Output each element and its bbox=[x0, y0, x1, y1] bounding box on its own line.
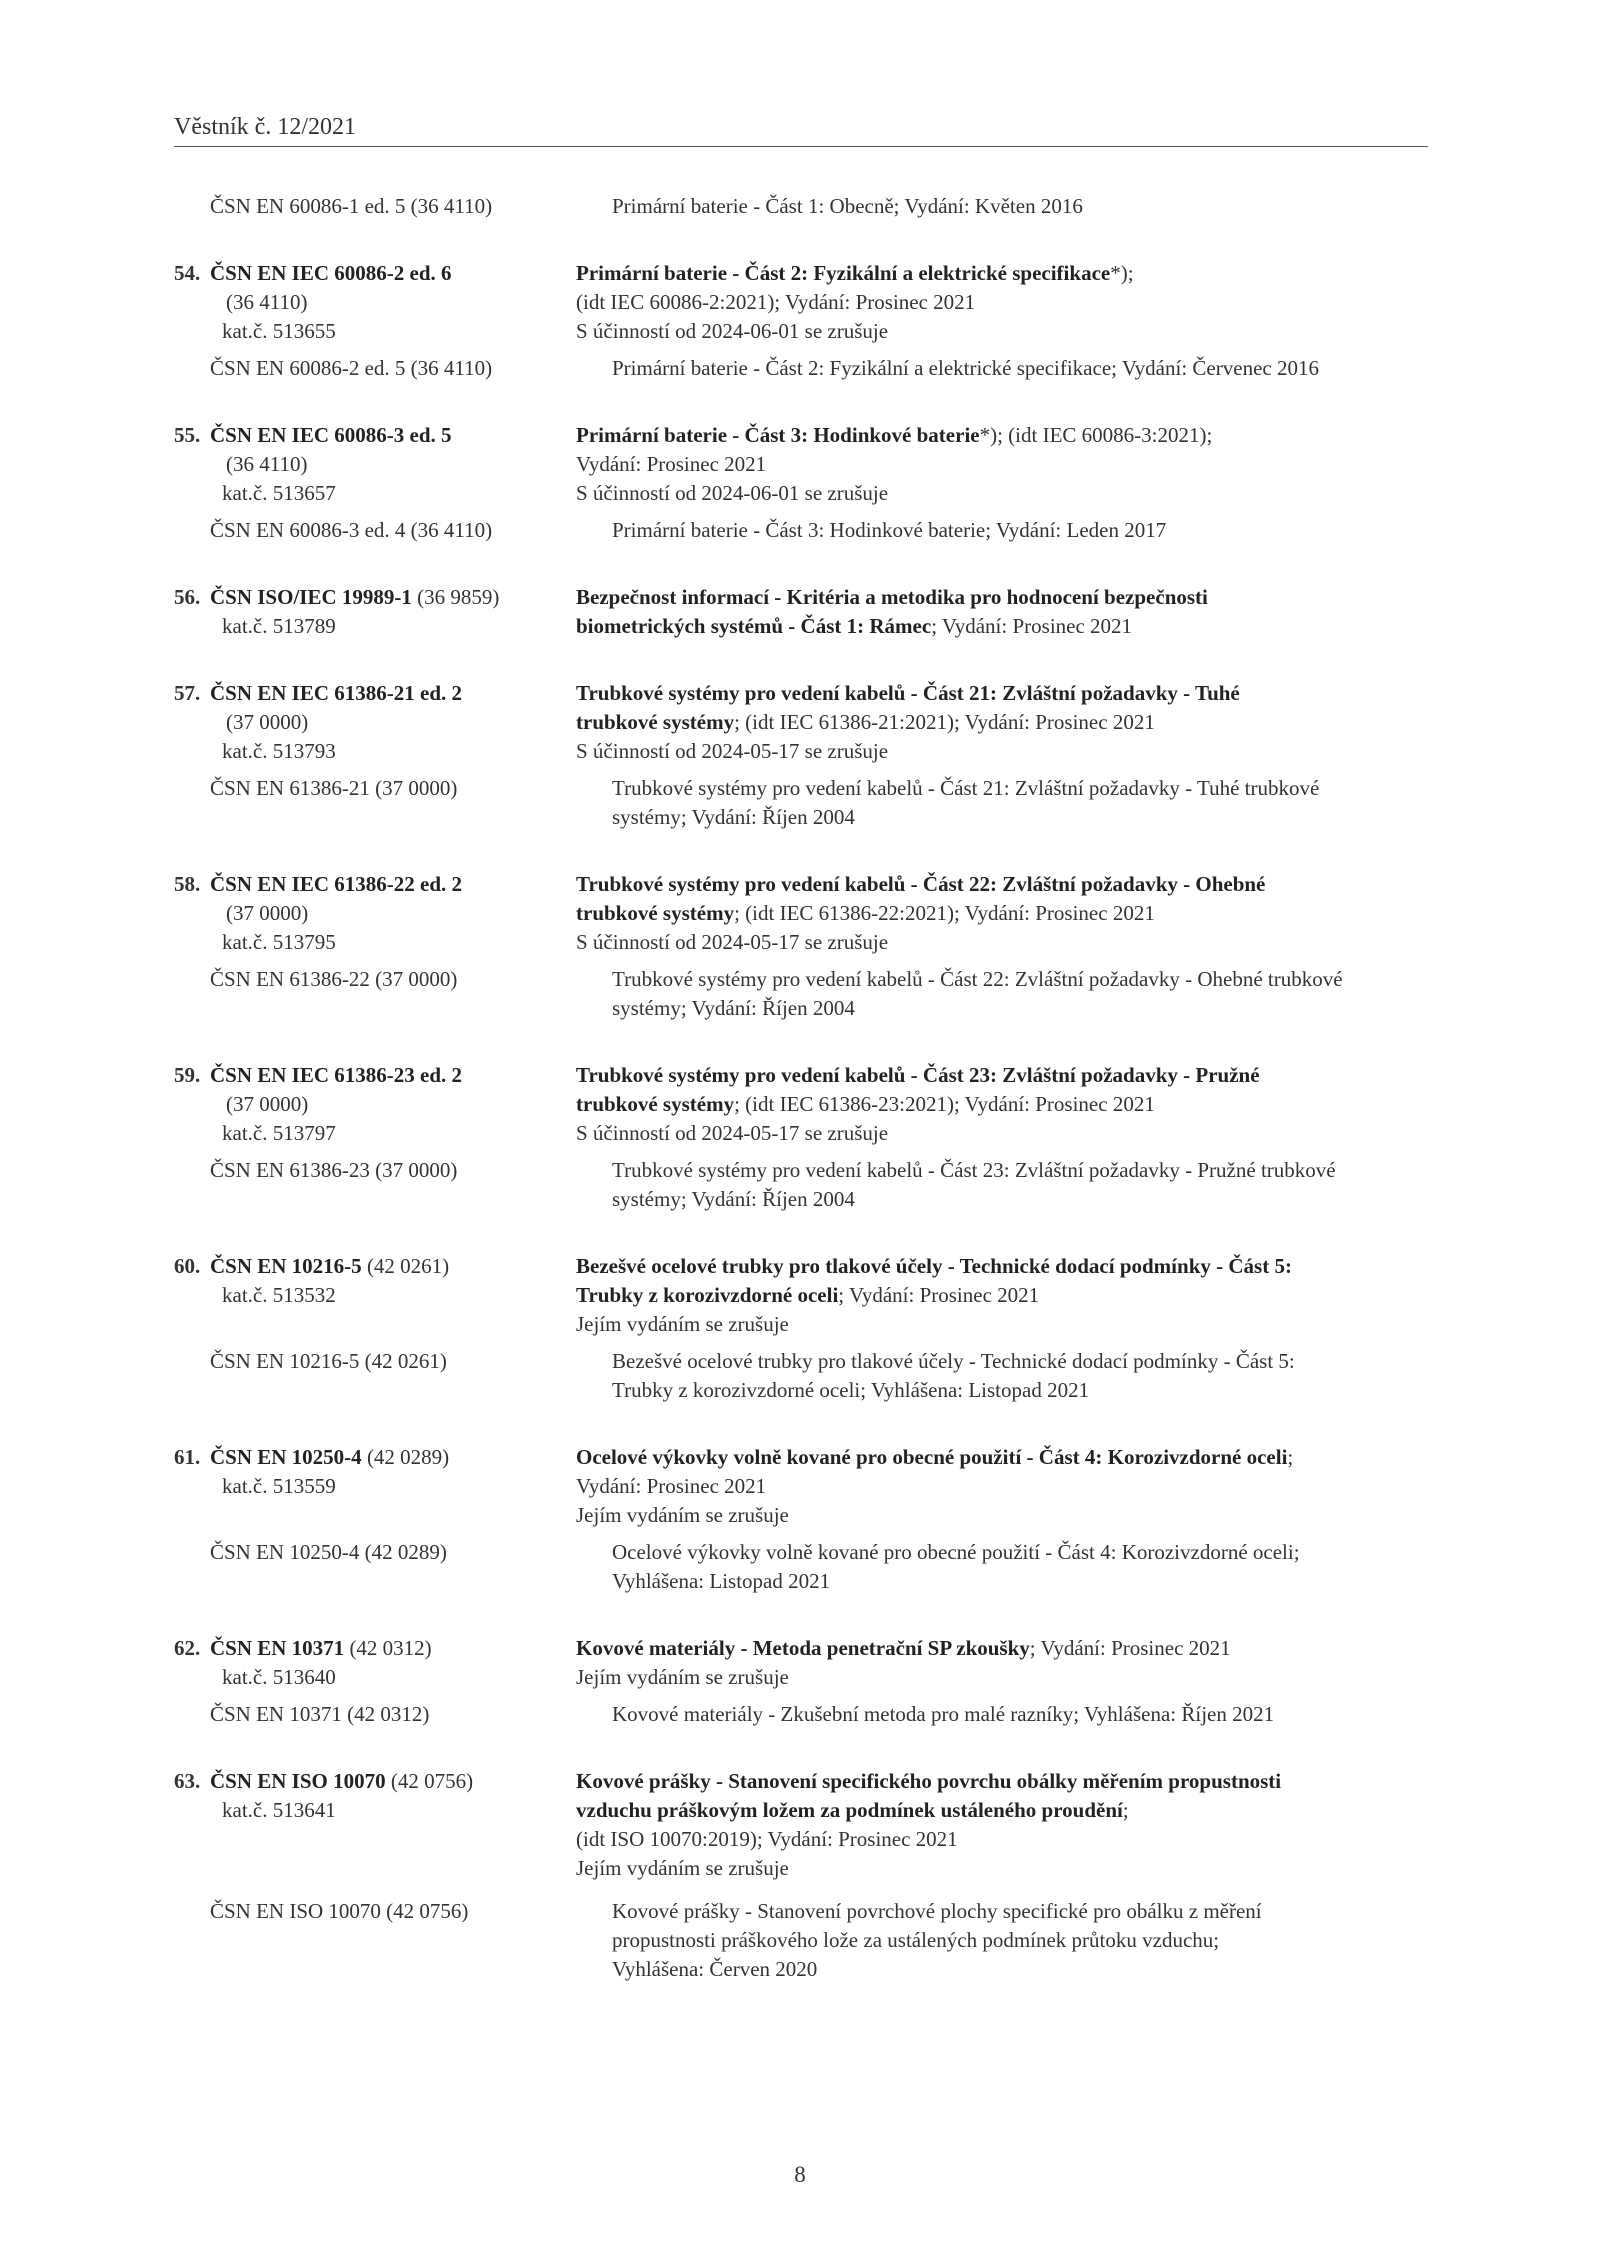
replaced-title-line: Bezešvé ocelové trubky pro tlakové účely - Technické dodací podmínky - Část 5: bbox=[612, 1349, 1295, 1373]
standard-entry bbox=[174, 1443, 1434, 1596]
standard-code-block bbox=[174, 1634, 576, 1692]
standard-validity: S účinností od 2024-05-17 se zrušuje bbox=[576, 930, 889, 954]
replaced-title-line: Trubkové systémy pro vedení kabelů - Část 21: Zvláštní požadavky - Tuhé trubkové bbox=[612, 776, 1320, 800]
replaced-code: ČSN EN 10250-4 (42 0289) bbox=[210, 1540, 447, 1564]
standard-code-block bbox=[174, 1061, 576, 1148]
catalog-number: kat.č. 513657 bbox=[222, 481, 336, 505]
new-standard-row bbox=[174, 1443, 1434, 1530]
standard-description bbox=[576, 1252, 1434, 1339]
standard-detail: ; bbox=[1122, 1798, 1129, 1822]
catalog-number: kat.č. 513797 bbox=[222, 1121, 336, 1145]
standard-title-suffix: *); (idt IEC 60086-3:2021); bbox=[979, 423, 1213, 447]
replaced-row bbox=[174, 1538, 1434, 1596]
replaced-code: ČSN EN 60086-1 ed. 5 (36 4110) bbox=[210, 194, 493, 218]
standard-validity: Jejím vydáním se zrušuje bbox=[576, 1312, 789, 1336]
standard-title-cont: trubkové systémy bbox=[576, 710, 735, 734]
new-standard-row bbox=[174, 1061, 1434, 1148]
standard-title-suffix: ; bbox=[1287, 1445, 1294, 1469]
replaced-title-line: Trubkové systémy pro vedení kabelů - Část 22: Zvláštní požadavky - Ohebné trubkové bbox=[612, 967, 1343, 991]
catalog-number: kat.č. 513640 bbox=[222, 1665, 336, 1689]
standard-code: ČSN EN IEC 61386-21 ed. 2 bbox=[210, 681, 463, 705]
new-standard-row bbox=[174, 1767, 1434, 1883]
standard-entry bbox=[174, 679, 1434, 832]
standard-detail: ; Vydání: Prosinec 2021 bbox=[838, 1283, 1040, 1307]
standard-classification: (42 0756) bbox=[385, 1769, 474, 1793]
standard-description bbox=[576, 1767, 1434, 1883]
entry-number: 63. bbox=[174, 1769, 201, 1793]
standard-code-block bbox=[174, 1443, 576, 1530]
entry-number: 55. bbox=[174, 423, 201, 447]
standard-code-block bbox=[174, 679, 576, 766]
entry-number: 59. bbox=[174, 1063, 201, 1087]
page-number: 8 bbox=[794, 2162, 806, 2187]
standard-classification: (36 9859) bbox=[411, 585, 500, 609]
replaced-row bbox=[174, 354, 1434, 383]
standard-code: ČSN EN ISO 10070 bbox=[210, 1769, 386, 1793]
standard-code: ČSN EN 10250-4 bbox=[210, 1445, 362, 1469]
replaced-row bbox=[174, 1156, 1434, 1214]
catalog-number: kat.č. 513789 bbox=[222, 614, 336, 638]
replaced-title bbox=[612, 1156, 1434, 1214]
replaced-row bbox=[174, 192, 1434, 221]
replaced-code: ČSN EN ISO 10070 (42 0756) bbox=[210, 1899, 469, 1923]
replaced-title: Primární baterie - Část 3: Hodinkové baterie; Vydání: Leden 2017 bbox=[612, 518, 1167, 542]
classification-number: (36 4110) bbox=[226, 290, 308, 314]
standard-title: Trubkové systémy pro vedení kabelů - Část 23: Zvláštní požadavky - Pružné bbox=[576, 1063, 1260, 1087]
standard-detail: ; (idt IEC 61386-21:2021); Vydání: Prosinec 2021 bbox=[734, 710, 1155, 734]
standard-entry bbox=[174, 421, 1434, 545]
entry-number: 56. bbox=[174, 585, 201, 609]
standard-validity: S účinností od 2024-06-01 se zrušuje bbox=[576, 319, 889, 343]
replaced-code: ČSN EN 61386-22 (37 0000) bbox=[210, 967, 458, 991]
replaced-code: ČSN EN 61386-21 (37 0000) bbox=[210, 776, 458, 800]
standard-code: ČSN EN IEC 60086-3 ed. 5 bbox=[210, 423, 452, 447]
standard-title-cont: Trubky z korozivzdorné oceli bbox=[576, 1283, 839, 1307]
replaced-title bbox=[612, 774, 1434, 832]
standard-description bbox=[576, 583, 1434, 641]
standard-title: Kovové prášky - Stanovení specifického povrchu obálky měřením propustnosti bbox=[576, 1769, 1282, 1793]
standard-classification: (42 0289) bbox=[361, 1445, 450, 1469]
catalog-number: kat.č. 513559 bbox=[222, 1474, 336, 1498]
standard-description bbox=[576, 421, 1434, 508]
standard-detail: Vydání: Prosinec 2021 bbox=[576, 452, 767, 476]
standard-title: Kovové materiály - Metoda penetrační SP zkoušky bbox=[576, 1636, 1030, 1660]
standard-title-suffix: *); bbox=[1110, 261, 1134, 285]
replaced-code: ČSN EN 61386-23 (37 0000) bbox=[210, 1158, 458, 1182]
standard-title-cont: vzduchu práškovým ložem za podmínek ustáleného proudění bbox=[576, 1798, 1123, 1822]
standard-description bbox=[576, 1443, 1434, 1530]
entry-number: 62. bbox=[174, 1636, 201, 1660]
standard-description bbox=[576, 679, 1434, 766]
replaced-title-line: Kovové prášky - Stanovení povrchové plochy specifické pro obálku z měření bbox=[612, 1899, 1262, 1923]
standard-code: ČSN EN IEC 61386-22 ed. 2 bbox=[210, 872, 463, 896]
standard-entry bbox=[174, 583, 1434, 641]
replaced-title bbox=[612, 1347, 1434, 1405]
catalog-number: kat.č. 513793 bbox=[222, 739, 336, 763]
catalog-number: kat.č. 513532 bbox=[222, 1283, 336, 1307]
replaced-code: ČSN EN 60086-3 ed. 4 (36 4110) bbox=[210, 518, 493, 542]
standard-validity: Jejím vydáním se zrušuje bbox=[576, 1503, 789, 1527]
standard-entry bbox=[174, 259, 1434, 383]
standard-detail: (idt ISO 10070:2019); Vydání: Prosinec 2021 bbox=[576, 1827, 958, 1851]
replaced-title-line: systémy; Vydání: Říjen 2004 bbox=[612, 1187, 855, 1211]
standard-description bbox=[576, 870, 1434, 957]
new-standard-row bbox=[174, 870, 1434, 957]
entry-number: 57. bbox=[174, 681, 201, 705]
replaced-row bbox=[174, 1897, 1434, 1984]
standard-code: ČSN EN IEC 60086-2 ed. 6 bbox=[210, 261, 452, 285]
entry-number: 58. bbox=[174, 872, 201, 896]
standard-entry bbox=[174, 1061, 1434, 1214]
standard-code-block bbox=[174, 1767, 576, 1883]
replaced-code: ČSN EN 60086-2 ed. 5 (36 4110) bbox=[210, 356, 493, 380]
page-header bbox=[174, 112, 1428, 147]
standard-code-block bbox=[174, 870, 576, 957]
standard-title: Primární baterie - Část 2: Fyzikální a elektrické specifikace bbox=[576, 261, 1111, 285]
standard-title-cont: trubkové systémy bbox=[576, 901, 735, 925]
standard-code-block bbox=[174, 421, 576, 508]
classification-number: (37 0000) bbox=[226, 710, 309, 734]
standard-code-block bbox=[174, 1252, 576, 1339]
standard-title-cont: trubkové systémy bbox=[576, 1092, 735, 1116]
standard-detail: (idt IEC 60086-2:2021); Vydání: Prosinec 2021 bbox=[576, 290, 976, 314]
standard-code-block bbox=[174, 583, 576, 641]
standard-code-block bbox=[174, 259, 576, 346]
replaced-title-line: systémy; Vydání: Říjen 2004 bbox=[612, 996, 855, 1020]
standard-validity: Jejím vydáním se zrušuje bbox=[576, 1856, 789, 1880]
new-standard-row bbox=[174, 679, 1434, 766]
standard-description bbox=[576, 1061, 1434, 1148]
standard-entry bbox=[174, 1252, 1434, 1405]
new-standard-row bbox=[174, 1252, 1434, 1339]
classification-number: (37 0000) bbox=[226, 1092, 309, 1116]
standard-title: Trubkové systémy pro vedení kabelů - Část 21: Zvláštní požadavky - Tuhé bbox=[576, 681, 1240, 705]
replaced-title: Primární baterie - Část 2: Fyzikální a elektrické specifikace; Vydání: Červenec 2016 bbox=[612, 356, 1319, 380]
replaced-code: ČSN EN 10216-5 (42 0261) bbox=[210, 1349, 447, 1373]
classification-number: (37 0000) bbox=[226, 901, 309, 925]
classification-number: (36 4110) bbox=[226, 452, 308, 476]
standard-title: Ocelové výkovky volně kované pro obecné použití - Část 4: Korozivzdorné oceli bbox=[576, 1445, 1288, 1469]
standard-validity: S účinností od 2024-05-17 se zrušuje bbox=[576, 1121, 889, 1145]
standard-classification: (42 0261) bbox=[361, 1254, 450, 1278]
new-standard-row bbox=[174, 421, 1434, 508]
standard-title: Trubkové systémy pro vedení kabelů - Část 22: Zvláštní požadavky - Ohebné bbox=[576, 872, 1266, 896]
replaced-title-line: systémy; Vydání: Říjen 2004 bbox=[612, 805, 855, 829]
previous-entry-continuation bbox=[174, 192, 1434, 221]
replaced-code: ČSN EN 10371 (42 0312) bbox=[210, 1702, 430, 1726]
standard-detail: ; Vydání: Prosinec 2021 bbox=[931, 614, 1133, 638]
replaced-row bbox=[174, 1347, 1434, 1405]
replaced-title bbox=[612, 1538, 1434, 1596]
replaced-row bbox=[174, 516, 1434, 545]
standard-detail: Vydání: Prosinec 2021 bbox=[576, 1474, 767, 1498]
standard-validity: S účinností od 2024-06-01 se zrušuje bbox=[576, 481, 889, 505]
standards-list bbox=[174, 192, 1434, 1984]
standard-title: Primární baterie - Část 3: Hodinkové baterie bbox=[576, 423, 980, 447]
replaced-row bbox=[174, 965, 1434, 1023]
standard-code: ČSN EN IEC 61386-23 ed. 2 bbox=[210, 1063, 463, 1087]
standard-code: ČSN ISO/IEC 19989-1 bbox=[210, 585, 412, 609]
replaced-title-line: Trubkové systémy pro vedení kabelů - Část 23: Zvláštní požadavky - Pružné trubkové bbox=[612, 1158, 1336, 1182]
standard-entry bbox=[174, 1634, 1434, 1729]
standard-code: ČSN EN 10371 bbox=[210, 1636, 345, 1660]
standard-validity: S účinností od 2024-05-17 se zrušuje bbox=[576, 739, 889, 763]
replaced-row bbox=[174, 1700, 1434, 1729]
new-standard-row bbox=[174, 583, 1434, 641]
replaced-title: Primární baterie - Část 1: Obecně; Vydání: Květen 2016 bbox=[612, 194, 1083, 218]
standard-classification: (42 0312) bbox=[344, 1636, 432, 1660]
new-standard-row bbox=[174, 1634, 1434, 1692]
standard-description bbox=[576, 259, 1434, 346]
replaced-title-line: Vyhlášena: Listopad 2021 bbox=[612, 1569, 831, 1593]
entry-number: 60. bbox=[174, 1254, 201, 1278]
replaced-title: Kovové materiály - Zkušební metoda pro malé razníky; Vyhlášena: Říjen 2021 bbox=[612, 1702, 1275, 1726]
standard-code: ČSN EN 10216-5 bbox=[210, 1254, 362, 1278]
standard-title-suffix: ; Vydání: Prosinec 2021 bbox=[1029, 1636, 1231, 1660]
replaced-title bbox=[612, 1897, 1434, 1984]
entry-number: 54. bbox=[174, 261, 201, 285]
standard-description bbox=[576, 1634, 1434, 1692]
replaced-title bbox=[612, 965, 1434, 1023]
new-standard-row bbox=[174, 259, 1434, 346]
standard-title: Bezpečnost informací - Kritéria a metodika pro hodnocení bezpečnosti bbox=[576, 585, 1208, 609]
standard-validity: Jejím vydáním se zrušuje bbox=[576, 1665, 789, 1689]
catalog-number: kat.č. 513795 bbox=[222, 930, 336, 954]
catalog-number: kat.č. 513641 bbox=[222, 1798, 336, 1822]
replaced-row bbox=[174, 774, 1434, 832]
header-title: Věstník č. 12/2021 bbox=[174, 114, 356, 140]
standard-title: Bezešvé ocelové trubky pro tlakové účely - Technické dodací podmínky - Část 5: bbox=[576, 1254, 1292, 1278]
replaced-title-line: Trubky z korozivzdorné oceli; Vyhlášena: Listopad 2021 bbox=[612, 1378, 1090, 1402]
standard-entry bbox=[174, 870, 1434, 1023]
catalog-number: kat.č. 513655 bbox=[222, 319, 336, 343]
standard-title-cont: biometrických systémů - Část 1: Rámec bbox=[576, 614, 932, 638]
standard-entry bbox=[174, 1767, 1434, 1984]
replaced-title-line: propustnosti práškového lože za ustálených podmínek průtoku vzduchu; bbox=[612, 1928, 1220, 1952]
replaced-title-line: Vyhlášena: Červen 2020 bbox=[612, 1957, 818, 1981]
standard-detail: ; (idt IEC 61386-22:2021); Vydání: Prosinec 2021 bbox=[734, 901, 1155, 925]
standard-detail: ; (idt IEC 61386-23:2021); Vydání: Prosinec 2021 bbox=[734, 1092, 1155, 1116]
replaced-title-line: Ocelové výkovky volně kované pro obecné použití - Část 4: Korozivzdorné oceli; bbox=[612, 1540, 1300, 1564]
entry-number: 61. bbox=[174, 1445, 201, 1469]
